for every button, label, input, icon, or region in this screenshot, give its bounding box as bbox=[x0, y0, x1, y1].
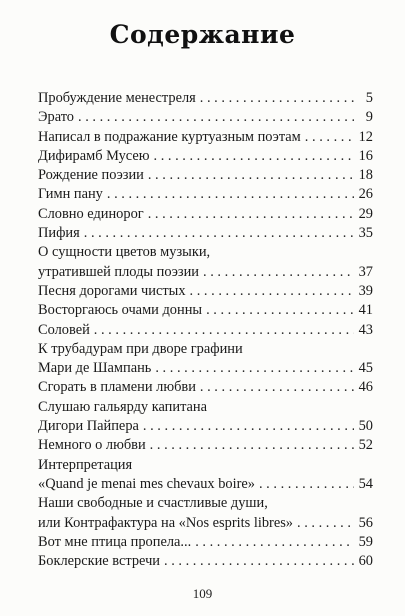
toc-entry-title: Вот мне птица пропела... bbox=[38, 533, 192, 550]
dot-leader bbox=[164, 552, 354, 571]
toc-entry bbox=[38, 494, 373, 513]
toc-entry bbox=[38, 108, 373, 127]
toc-entry-page: 16 bbox=[358, 147, 373, 164]
toc-entry-page: 46 bbox=[358, 379, 373, 396]
toc-entry-page: 12 bbox=[358, 128, 373, 145]
toc-entry bbox=[38, 205, 373, 224]
toc-entry-page: 37 bbox=[358, 263, 373, 280]
toc-entry bbox=[38, 533, 373, 552]
toc-entry-title: Песня дорогами чистых bbox=[38, 282, 186, 299]
toc-entry-page: 59 bbox=[358, 533, 373, 550]
toc-entry-page: 45 bbox=[358, 360, 373, 377]
dot-leader bbox=[154, 147, 355, 166]
dot-leader bbox=[200, 378, 354, 397]
toc-entry-title: Боклерские встречи bbox=[38, 553, 161, 570]
toc-entry-title: Соловей bbox=[38, 321, 90, 338]
toc-entry-title: Интерпретация bbox=[38, 456, 133, 473]
toc-entry bbox=[38, 514, 373, 533]
toc-entry-page: 35 bbox=[358, 225, 373, 242]
dot-leader bbox=[203, 263, 354, 282]
dot-leader bbox=[155, 359, 354, 378]
dot-leader bbox=[150, 436, 354, 455]
toc-entry bbox=[38, 128, 373, 147]
toc-entry bbox=[38, 552, 373, 571]
toc-entry-title: Мари де Шампань bbox=[38, 360, 152, 377]
toc-entry-title: Эрато bbox=[38, 109, 75, 126]
toc-entry-title: Наши свободные и счастливые души, bbox=[38, 495, 268, 512]
toc-entry bbox=[38, 147, 373, 166]
dot-leader bbox=[107, 185, 354, 204]
toc-entry-page: 50 bbox=[358, 418, 373, 435]
toc-entry-page: 56 bbox=[358, 514, 373, 531]
toc-entry-page: 54 bbox=[358, 475, 373, 492]
toc-entry-title: Дигори Пайпера bbox=[38, 418, 139, 435]
toc-entry-title: или Контрафактура на «Nos esprits libres» bbox=[38, 514, 293, 531]
dot-leader bbox=[195, 533, 354, 552]
toc-entry bbox=[38, 359, 373, 378]
toc-entry-title: Дифирамб Мусею bbox=[38, 147, 150, 164]
toc-entry-title: К трубадурам при дворе графини bbox=[38, 340, 243, 357]
toc-entry-title: утратившей плоды поэзии bbox=[38, 263, 200, 280]
dot-leader bbox=[305, 128, 354, 147]
dot-leader bbox=[148, 166, 354, 185]
page-number: 109 bbox=[192, 586, 213, 601]
toc-entry-page: 60 bbox=[358, 553, 373, 570]
toc-entry-page: 52 bbox=[358, 437, 373, 454]
toc-entry bbox=[38, 224, 373, 243]
toc-entry-title: Пробуждение менестреля bbox=[38, 90, 196, 106]
toc-entry bbox=[38, 89, 373, 108]
dot-leader bbox=[297, 514, 354, 533]
toc-entry bbox=[38, 456, 373, 475]
dot-leader bbox=[190, 282, 354, 301]
dot-leader bbox=[206, 301, 354, 320]
dot-leader bbox=[94, 321, 354, 340]
toc-entry-page: 41 bbox=[358, 302, 373, 319]
toc-entry-title: О сущности цветов музыки, bbox=[38, 244, 211, 261]
toc-entry-page: 18 bbox=[358, 167, 373, 184]
toc-entry bbox=[38, 340, 373, 359]
toc-entry bbox=[38, 301, 373, 320]
toc-entry-title: Написал в подражание куртуазным поэтам bbox=[38, 128, 301, 145]
toc-entry bbox=[38, 378, 373, 397]
toc-entry-title: Восторгаюсь очами донны bbox=[38, 302, 203, 319]
toc-entry-page: 43 bbox=[358, 321, 373, 338]
toc-entry-page: 29 bbox=[358, 205, 373, 222]
dot-leader bbox=[84, 224, 354, 243]
toc-entry-title: Словно единорог bbox=[38, 205, 144, 222]
toc-entry bbox=[38, 263, 373, 282]
dot-leader bbox=[200, 89, 354, 108]
toc-entry bbox=[38, 166, 373, 185]
toc-entry bbox=[38, 243, 373, 262]
toc-entry-title: Рождение поэзии bbox=[38, 167, 144, 184]
toc-entry-title: Пифия bbox=[38, 225, 80, 242]
toc-entry bbox=[38, 417, 373, 436]
toc-entry-title: «Quand je menai mes chevaux boire» bbox=[38, 475, 255, 492]
toc-entry-title: Гимн пану bbox=[38, 186, 103, 203]
toc-entry-page: 5 bbox=[365, 90, 373, 106]
toc-entry-page: 9 bbox=[365, 109, 373, 126]
toc-entry bbox=[38, 398, 373, 417]
toc-entry bbox=[38, 321, 373, 340]
dot-leader bbox=[78, 108, 354, 127]
dot-leader bbox=[259, 475, 354, 494]
toc-entry bbox=[38, 282, 373, 301]
page-title: Содержание bbox=[109, 20, 296, 49]
toc-entry-title: Сгорать в пламени любви bbox=[38, 379, 196, 396]
toc-entry-title: Немного о любви bbox=[38, 437, 146, 454]
toc-entry-title: Слушаю гальярду капитана bbox=[38, 398, 208, 415]
toc-entry-page: 39 bbox=[358, 282, 373, 299]
dot-leader bbox=[148, 205, 354, 224]
toc-entry bbox=[38, 475, 373, 494]
dot-leader bbox=[143, 417, 354, 436]
table-of-contents bbox=[38, 89, 373, 571]
toc-entry bbox=[38, 436, 373, 455]
toc-entry-page: 26 bbox=[358, 186, 373, 203]
toc-entry bbox=[38, 185, 373, 204]
